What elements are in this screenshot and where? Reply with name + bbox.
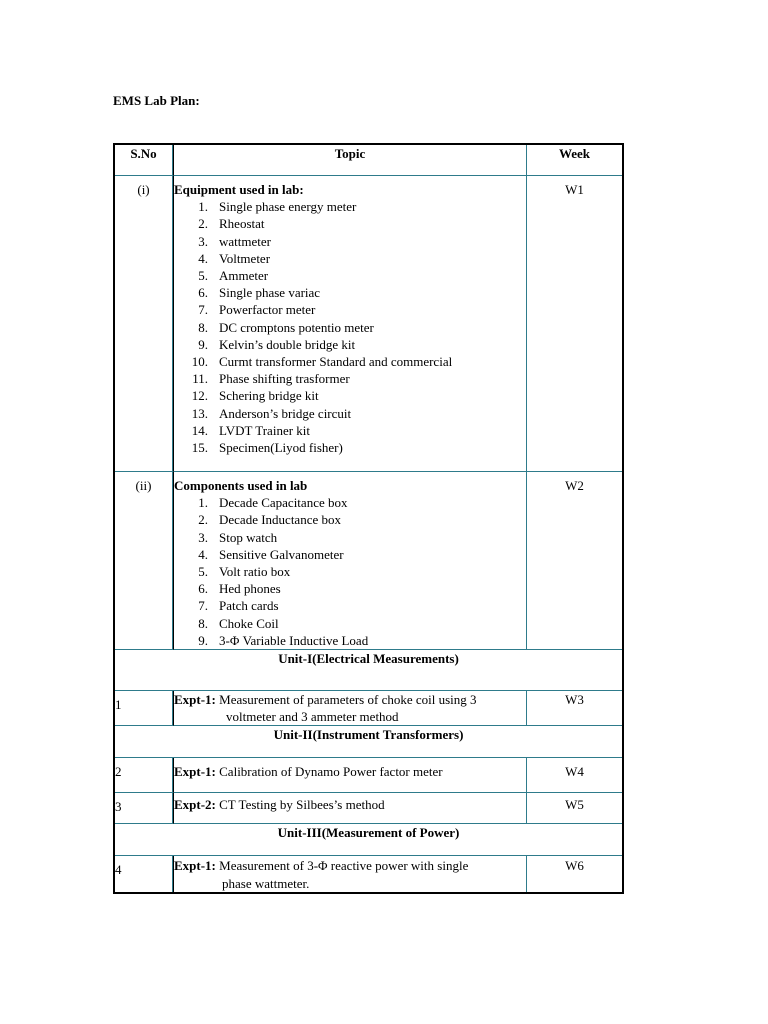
row-topic bbox=[173, 758, 527, 793]
list-item bbox=[174, 405, 526, 422]
row-sno: (ii) bbox=[115, 472, 173, 650]
expt-text-cont: voltmeter and 3 ammeter method bbox=[226, 709, 399, 725]
table-row bbox=[115, 691, 622, 726]
list-number: 7. bbox=[198, 302, 208, 318]
list-item bbox=[174, 511, 526, 528]
row-topic bbox=[173, 856, 527, 891]
expt-label: Expt-2: bbox=[174, 797, 216, 813]
list-item-text: wattmeter bbox=[219, 233, 271, 249]
list-item bbox=[174, 615, 526, 632]
list-item-text: Phase shifting trasformer bbox=[219, 371, 350, 387]
row-week: W2 bbox=[527, 472, 622, 650]
list-item-text: Choke Coil bbox=[219, 615, 279, 631]
list-item-text: Curmt transformer Standard and commercial bbox=[219, 354, 453, 370]
row-sno: 4 bbox=[115, 856, 173, 891]
row-week: W1 bbox=[527, 176, 622, 472]
header-sno: S.No bbox=[115, 145, 173, 176]
list-item bbox=[174, 439, 526, 456]
table-header-row bbox=[115, 145, 622, 176]
list-number: 5. bbox=[198, 268, 208, 284]
list-number: 7. bbox=[198, 598, 208, 614]
list-item-text: Schering bridge kit bbox=[219, 388, 319, 404]
list-item-text: Stop watch bbox=[219, 529, 278, 545]
list-item bbox=[174, 284, 526, 301]
list-item-text: Patch cards bbox=[219, 598, 279, 614]
list-item-text: Volt ratio box bbox=[219, 564, 291, 580]
list-item bbox=[174, 632, 526, 649]
list-number: 15. bbox=[191, 440, 208, 456]
list-item-text: Anderson’s bridge circuit bbox=[219, 405, 352, 421]
list-item-text: DC cromptons potentio meter bbox=[219, 319, 374, 335]
row-week: W6 bbox=[565, 858, 584, 874]
list-item bbox=[174, 250, 526, 267]
expt-label: Expt-1: bbox=[174, 692, 216, 708]
list-item-text: Decade Capacitance box bbox=[219, 495, 348, 511]
list-number: 6. bbox=[198, 581, 208, 597]
list-item bbox=[174, 422, 526, 439]
expt-text: Measurement of 3-Φ reactive power with single bbox=[219, 858, 469, 874]
row-sno: (i) bbox=[115, 176, 173, 472]
list-number: 9. bbox=[198, 632, 208, 648]
page-title: EMS Lab Plan: bbox=[113, 93, 200, 108]
header-week: Week bbox=[527, 145, 622, 176]
table-row bbox=[115, 472, 622, 650]
table-row bbox=[115, 758, 622, 793]
list-item bbox=[174, 580, 526, 597]
list-number: 2. bbox=[198, 512, 208, 528]
list-item bbox=[174, 597, 526, 614]
list-number: 6. bbox=[198, 285, 208, 301]
list-number: 13. bbox=[191, 405, 208, 421]
list-item-text: Sensitive Galvanometer bbox=[219, 546, 344, 562]
row-sno: 1 bbox=[115, 691, 173, 726]
unit-title: Unit-III(Measurement of Power) bbox=[115, 824, 622, 856]
list-item bbox=[174, 301, 526, 318]
list-number: 14. bbox=[191, 422, 208, 438]
expt-label: Expt-1: bbox=[174, 764, 216, 780]
expt-label: Expt-1: bbox=[174, 858, 216, 874]
list-item bbox=[174, 215, 526, 232]
list-number: 5. bbox=[198, 564, 208, 580]
expt-text: Calibration of Dynamo Power factor meter bbox=[219, 764, 443, 780]
list-item-text: Ammeter bbox=[219, 268, 269, 284]
header-topic: Topic bbox=[173, 145, 527, 176]
equipment-list bbox=[174, 198, 526, 456]
list-number: 1. bbox=[198, 199, 208, 215]
expt-text-cont: phase wattmeter. bbox=[222, 875, 310, 891]
list-item bbox=[174, 336, 526, 353]
list-item-text: Specimen(Liyod fisher) bbox=[219, 440, 343, 456]
list-item bbox=[174, 233, 526, 250]
expt-text: Measurement of parameters of choke coil using 3 bbox=[219, 692, 477, 708]
list-number: 2. bbox=[198, 216, 208, 232]
row-topic bbox=[173, 793, 527, 824]
row-week: W4 bbox=[527, 758, 622, 793]
table-row bbox=[115, 793, 622, 824]
list-item-text: Decade Inductance box bbox=[219, 512, 341, 528]
list-item bbox=[174, 494, 526, 511]
list-number: 3. bbox=[198, 529, 208, 545]
unit-heading-row bbox=[115, 650, 622, 691]
row-sno: 2 bbox=[115, 758, 173, 793]
list-number: 1. bbox=[198, 495, 208, 511]
row-topic bbox=[173, 472, 527, 650]
list-item-text: Kelvin’s double bridge kit bbox=[219, 336, 356, 352]
table-row bbox=[115, 856, 622, 891]
list-item-text: Powerfactor meter bbox=[219, 302, 316, 318]
group-title: Components used in lab bbox=[174, 478, 308, 493]
table-row bbox=[115, 176, 622, 472]
list-item bbox=[174, 198, 526, 215]
row-topic bbox=[173, 176, 527, 472]
list-item bbox=[174, 529, 526, 546]
list-item-text: 3-Φ Variable Inductive Load bbox=[219, 632, 369, 648]
list-number: 8. bbox=[198, 615, 208, 631]
list-number: 9. bbox=[198, 336, 208, 352]
list-number: 12. bbox=[191, 388, 208, 404]
list-item bbox=[174, 563, 526, 580]
list-number: 3. bbox=[198, 233, 208, 249]
list-item-text: LVDT Trainer kit bbox=[219, 422, 311, 438]
list-number: 10. bbox=[191, 354, 208, 370]
list-item bbox=[174, 370, 526, 387]
row-week: W5 bbox=[527, 793, 622, 824]
list-item bbox=[174, 546, 526, 563]
list-item-text: Rheostat bbox=[219, 216, 265, 232]
list-number: 8. bbox=[198, 319, 208, 335]
list-item bbox=[174, 267, 526, 284]
row-topic bbox=[173, 691, 527, 726]
list-number: 11. bbox=[192, 371, 208, 387]
list-item bbox=[174, 387, 526, 404]
unit-heading-row bbox=[115, 824, 622, 856]
expt-text: CT Testing by Silbees’s method bbox=[219, 797, 385, 813]
components-list bbox=[174, 494, 526, 649]
list-item-text: Voltmeter bbox=[219, 250, 271, 266]
group-title: Equipment used in lab: bbox=[174, 182, 304, 197]
list-item-text: Hed phones bbox=[219, 581, 281, 597]
list-item bbox=[174, 353, 526, 370]
list-item-text: Single phase energy meter bbox=[219, 199, 357, 215]
row-sno: 3 bbox=[115, 793, 173, 824]
unit-title: Unit-I(Electrical Measurements) bbox=[115, 650, 622, 691]
list-number: 4. bbox=[198, 250, 208, 266]
lab-plan-table bbox=[113, 143, 624, 894]
unit-title: Unit-II(Instrument Transformers) bbox=[115, 726, 622, 758]
list-item-text: Single phase variac bbox=[219, 285, 321, 301]
row-week: W3 bbox=[527, 691, 622, 726]
unit-heading-row bbox=[115, 726, 622, 758]
list-number: 4. bbox=[198, 546, 208, 562]
list-item bbox=[174, 319, 526, 336]
